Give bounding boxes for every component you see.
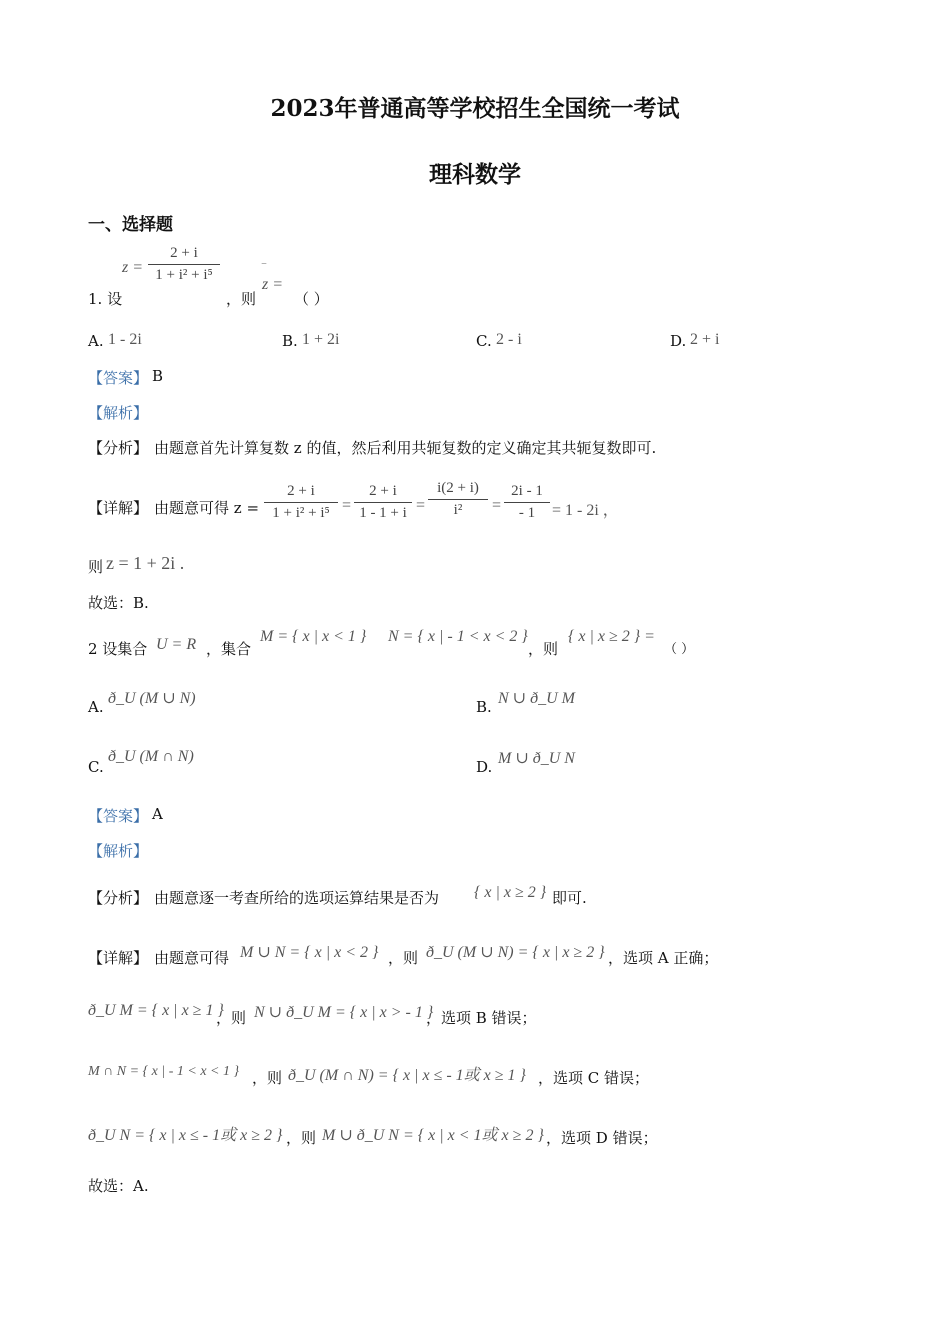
q1-detail-tag: 【详解】 <box>88 499 149 517</box>
q2-detail-3b: ，则 <box>252 1069 283 1087</box>
q2-option-b-value: N ∪ ð_U M <box>498 690 575 707</box>
q2-detail-4b: ，则 <box>286 1129 317 1147</box>
q2-stem-n: N = { x | - 1 < x < 2 } <box>388 628 528 645</box>
q2-analysis-tag: 【解析】 <box>88 842 149 860</box>
q1-answer-tag: 【答案】 <box>88 369 149 387</box>
q1-detail-result: = 1 - 2i ， <box>552 502 619 519</box>
q1-zbar-overline: ‾ <box>262 262 266 276</box>
q1-option-a-letter: A. <box>88 332 104 350</box>
q1-then-expr: z = 1 + 2i . <box>106 553 185 573</box>
q2-stem-m: M = { x | x < 1 } <box>260 628 367 645</box>
q2-fenxi-tag: 【分析】 <box>88 889 149 907</box>
q2-detail-tag: 【详解】 <box>88 949 149 967</box>
q1-z-lhs: z = <box>122 259 144 276</box>
q1-detail-frac-1-num: 2 + i <box>287 483 315 499</box>
q2-option-c-letter: C. <box>88 758 104 776</box>
q2-detail-2b: ，则 <box>216 1009 247 1027</box>
q1-option-a-value: 1 - 2i <box>108 331 142 348</box>
q2-answer: A <box>152 805 163 823</box>
q2-detail-2d: ，选项 B 错误； <box>426 1009 537 1027</box>
q2-detail-1: M ∪ N = { x | x < 2 } <box>240 944 379 961</box>
q1-analysis-tag: 【解析】 <box>88 404 149 422</box>
q1-detail-frac-2-den: 1 - 1 + i <box>359 505 407 521</box>
q1-z-numerator: 2 + i <box>170 245 198 261</box>
q2-option-a-letter: A. <box>88 698 104 716</box>
q2-choose: 故选：A. <box>88 1177 149 1195</box>
q2-option-c-value: ð_U (M ∩ N) <box>108 748 194 765</box>
q2-stem-u: U = R <box>156 636 197 653</box>
q1-zbar: z = <box>262 276 284 293</box>
q2-fenxi-set: { x | x ≥ 2 } <box>474 884 547 901</box>
q2-fenxi-text: 由题意逐一考查所给的选项运算结果是否为 <box>154 889 440 907</box>
section-heading: 一、选择题 <box>88 215 173 235</box>
q1-answer: B <box>152 367 164 385</box>
q2-detail-3d: ，选项 C 错误； <box>538 1069 650 1087</box>
q2-stem-c: ，则 <box>528 640 559 658</box>
q1-option-b-letter: B. <box>282 332 298 350</box>
q1-fenxi-text: 由题意首先计算复数 z 的值，然后利用共轭复数的定义确定其共轭复数即可. <box>154 439 657 457</box>
q2-detail-1c: ð_U (M ∪ N) = { x | x ≥ 2 } <box>426 944 605 961</box>
q2-paren: （ ） <box>664 642 695 657</box>
q2-detail-1b: ，则 <box>388 949 419 967</box>
q1-detail-frac-3 <box>428 480 488 519</box>
q1-option-c-value: 2 - i <box>496 331 522 348</box>
q1-option-b-value: 1 + 2i <box>302 331 340 348</box>
q2-stem-b: ，集合 <box>206 640 252 658</box>
q2-detail-4a: ð_U N = { x | x ≤ - 1或 x ≥ 2 } <box>88 1127 283 1144</box>
q2-option-d-letter: D. <box>476 758 493 776</box>
q2-answer-tag: 【答案】 <box>88 807 149 825</box>
q2-detail-4c: M ∪ ð_U N = { x | x < 1或 x ≥ 2 } <box>322 1127 544 1144</box>
q1-number: 1. 设 <box>88 290 123 308</box>
q1-eq-3: = <box>492 497 502 514</box>
q1-detail-frac-4 <box>504 483 550 522</box>
q1-detail-frac-4-num: 2i - 1 <box>511 483 543 499</box>
q2-option-d-value: M ∪ ð_U N <box>498 750 575 767</box>
q2-detail-lead: 由题意可得 <box>154 949 230 967</box>
q1-fenxi-tag: 【分析】 <box>88 439 149 457</box>
q2-detail-3c: ð_U (M ∩ N) = { x | x ≤ - 1或 x ≥ 1 } <box>288 1067 526 1084</box>
q1-then-label: 则 <box>88 558 104 576</box>
q2-detail-2a: ð_U M = { x | x ≥ 1 } <box>88 1002 224 1019</box>
q1-z-denominator: 1 + i² + i⁵ <box>155 267 213 283</box>
q2-stem-a: 2 设集合 <box>88 640 148 658</box>
q2-stem-set: { x | x ≥ 2 } = <box>568 628 655 645</box>
q2-detail-2c: N ∪ ð_U M = { x | x > - 1 } <box>254 1004 434 1021</box>
q2-detail-1d: ，选项 A 正确； <box>608 949 719 967</box>
q1-eq-1: = <box>342 497 352 514</box>
q1-paren: （ ） <box>294 290 329 308</box>
q1-option-c-letter: C. <box>476 332 492 350</box>
q2-fenxi-end: 即可. <box>552 889 587 907</box>
q1-detail-frac-1-den: 1 + i² + i⁵ <box>272 505 330 521</box>
document-title: 2023年普通高等学校招生全国统一考试 <box>270 95 680 122</box>
q1-detail-lead: 由题意可得 z = <box>154 499 260 517</box>
q1-detail-frac-3-num: i(2 + i) <box>437 480 479 496</box>
q1-eq-2: = <box>416 497 426 514</box>
q1-detail-frac-2-num: 2 + i <box>369 483 397 499</box>
q1-sep: ，则 <box>226 290 257 308</box>
q1-detail-frac-2 <box>354 483 412 522</box>
document-subtitle: 理科数学 <box>429 161 521 188</box>
q1-detail-frac-3-den: i² <box>453 502 463 518</box>
q2-detail-4d: ，选项 D 错误； <box>546 1129 658 1147</box>
q2-option-a-value: ð_U (M ∪ N) <box>108 690 196 707</box>
q1-option-d-letter: D. <box>670 332 687 350</box>
q2-option-b-letter: B. <box>476 698 492 716</box>
q1-choose: 故选：B. <box>88 594 149 612</box>
q2-detail-3a: M ∩ N = { x | - 1 < x < 1 } <box>88 1064 240 1079</box>
q1-option-d-value: 2 + i <box>690 331 720 348</box>
q1-detail-frac-4-den: - 1 <box>518 505 536 521</box>
q1-detail-frac-1 <box>264 483 338 522</box>
q1-z-fraction <box>148 245 220 284</box>
